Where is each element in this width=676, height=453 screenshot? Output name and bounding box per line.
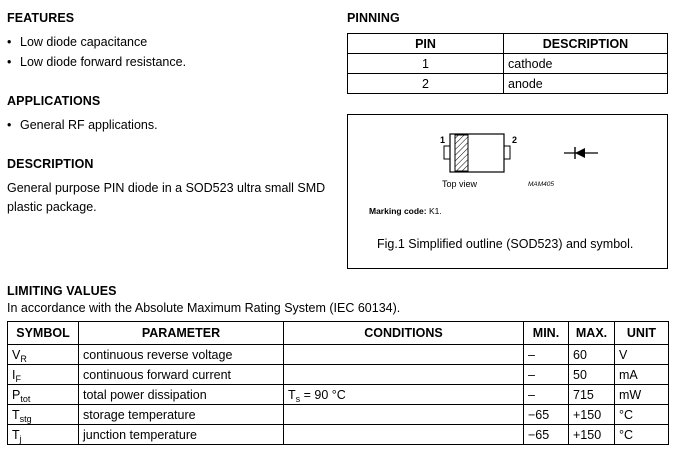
table-row xyxy=(8,385,669,405)
features-list xyxy=(7,32,186,72)
table-header-row xyxy=(348,34,668,54)
min-cell: −65 xyxy=(524,425,569,445)
min-cell: −65 xyxy=(524,405,569,425)
symbol-cell: $P_{tot}$ xyxy=(8,385,79,405)
table-row xyxy=(348,74,668,94)
conditions-cell xyxy=(284,345,524,365)
parameter-cell: continuous reverse voltage xyxy=(79,345,284,365)
description-text: General purpose PIN diode in a SOD523 ultra small SMD plastic package. xyxy=(7,181,326,214)
pin-number: 1 xyxy=(348,54,504,74)
limiting-subtitle: In accordance with the Absolute Maximum Rating System (IEC 60134). xyxy=(7,301,401,315)
symbol-cell: $I_F$ xyxy=(8,365,79,385)
pinning-heading: PINNING xyxy=(347,11,400,25)
unit-cell: °C xyxy=(615,405,669,425)
list-item: • Low diode capacitance xyxy=(7,35,148,49)
symbol-cell: $T_j$ xyxy=(8,425,79,445)
max-cell: +150 xyxy=(569,425,615,445)
list-item: • Low diode forward resistance. xyxy=(7,55,187,69)
min-cell: – xyxy=(524,385,569,405)
unit-cell: mW xyxy=(615,385,669,405)
parameter-cell: storage temperature xyxy=(79,405,284,425)
table-row xyxy=(8,345,669,365)
table-header-row xyxy=(8,322,669,345)
applications-heading: APPLICATIONS xyxy=(7,94,101,108)
pin2-label: 2 xyxy=(512,135,518,145)
pin1-label: 1 xyxy=(440,135,446,145)
unit-cell: V xyxy=(615,345,669,365)
parameter-cell: junction temperature xyxy=(79,425,284,445)
figure-caption: Fig.1 Simplified outline (SOD523) and symbol. xyxy=(377,237,634,251)
max-cell: +150 xyxy=(569,405,615,425)
col-parameter: PARAMETER xyxy=(79,322,284,345)
features-heading: FEATURES xyxy=(7,11,75,25)
col-description: DESCRIPTION xyxy=(504,34,668,54)
col-pin: PIN xyxy=(348,34,504,54)
pin-number: 2 xyxy=(348,74,504,94)
limiting-heading: LIMITING VALUES xyxy=(7,284,117,298)
min-cell: – xyxy=(524,365,569,385)
max-cell: 50 xyxy=(569,365,615,385)
parameter-cell: continuous forward current xyxy=(79,365,284,385)
list-item: • General RF applications. xyxy=(7,118,158,132)
min-cell: – xyxy=(524,345,569,365)
top-view-label: Top view xyxy=(442,179,478,189)
col-min: MIN. xyxy=(524,322,569,345)
symbol-cell: $T_{stg}$ xyxy=(8,405,79,425)
unit-cell: °C xyxy=(615,425,669,445)
max-cell: 60 xyxy=(569,345,615,365)
pin-description: cathode xyxy=(504,54,668,74)
table-row xyxy=(348,54,668,74)
col-symbol: SYMBOL xyxy=(8,322,79,345)
conditions-cell: $T_s = 90$ °C xyxy=(284,385,524,405)
marking-code: Marking code: K1. xyxy=(369,206,442,216)
figure-code: MAM405 xyxy=(528,181,555,188)
table-row xyxy=(8,365,669,385)
col-conditions: CONDITIONS xyxy=(284,322,524,345)
parameter-cell: total power dissipation xyxy=(79,385,284,405)
col-max: MAX. xyxy=(569,322,615,345)
pinning-table xyxy=(347,33,668,94)
diode-symbol-icon xyxy=(564,147,598,159)
conditions-cell xyxy=(284,365,524,385)
table-row xyxy=(8,425,669,445)
symbol-cell: $V_R$ xyxy=(8,345,79,365)
description-heading: DESCRIPTION xyxy=(7,157,94,171)
applications-list xyxy=(7,115,158,135)
figure-box xyxy=(347,114,668,269)
conditions-cell xyxy=(284,405,524,425)
sod523-package-icon xyxy=(444,134,510,172)
table-row xyxy=(8,405,669,425)
conditions-cell xyxy=(284,425,524,445)
max-cell: 715 xyxy=(569,385,615,405)
pin-description: anode xyxy=(504,74,668,94)
col-unit: UNIT xyxy=(615,322,669,345)
unit-cell: mA xyxy=(615,365,669,385)
limiting-values-table xyxy=(7,321,669,445)
